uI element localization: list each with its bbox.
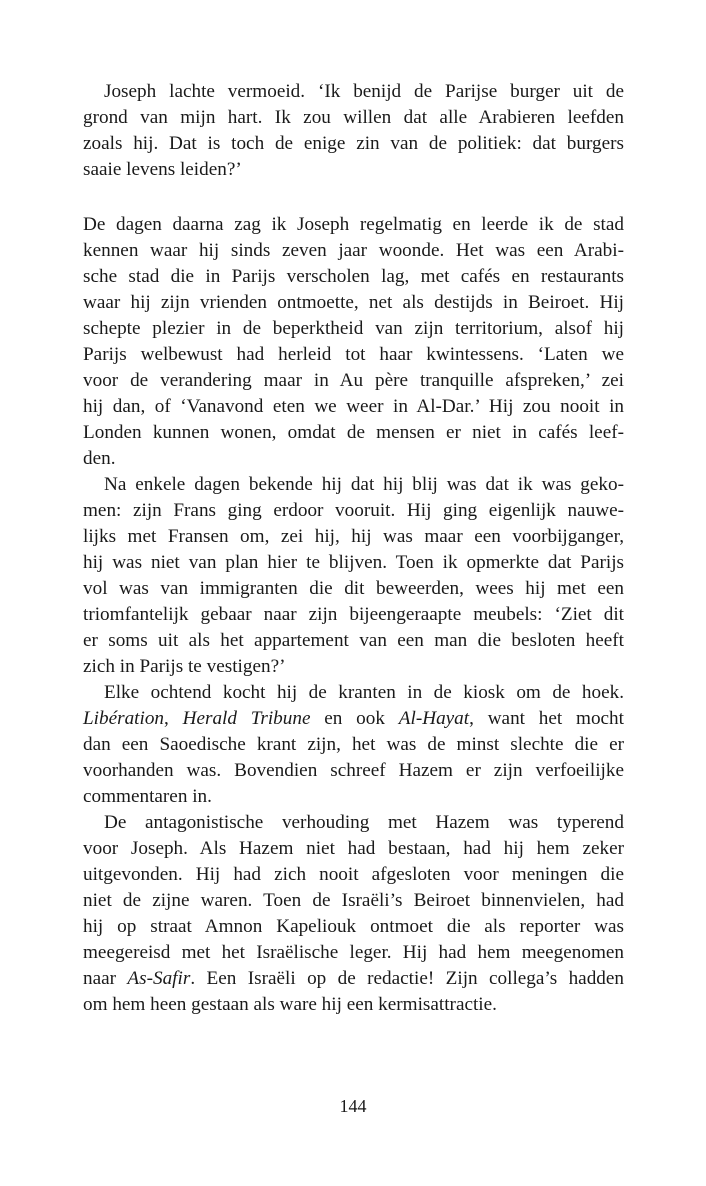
paragraph xyxy=(83,810,624,1018)
text-line: meegereisd met het Israëlische leger. Hij had hem meegenomen xyxy=(83,942,624,963)
paragraph xyxy=(83,212,624,472)
italic-title: As-Safir xyxy=(127,968,191,989)
text-line: uitgevonden. Hij had zich nooit afgesloten voor meningen die xyxy=(83,864,624,885)
italic-title: Herald Tribune xyxy=(182,708,311,729)
text-line: Elke ochtend kocht hij de kranten in de kiosk om de hoek. xyxy=(104,682,624,703)
paragraph xyxy=(83,79,624,183)
paragraph xyxy=(83,472,624,680)
text-line: grond van mijn hart. Ik zou willen dat alle Arabieren leefden xyxy=(83,107,624,128)
text-segment: . Een Israëli op de redactie! Zijn collega’s hadden xyxy=(190,968,624,989)
text-line: commentaren in. xyxy=(83,786,212,807)
text-line: hij was niet van plan hier te blijven. Toen ik opmerkte dat Parijs xyxy=(83,552,624,573)
text-line: triomfantelijk gebaar naar zijn bijeengeraapte meubels: ‘Ziet dit xyxy=(83,604,624,625)
text-line: den. xyxy=(83,448,116,469)
text-line: Londen kunnen wonen, omdat de mensen er niet in cafés leef- xyxy=(83,422,624,443)
text-line: hij dan, of ‘Vanavond eten we weer in Al-Dar.’ Hij zou nooit in xyxy=(83,396,624,417)
text-line xyxy=(83,966,624,992)
text-line: kennen waar hij sinds zeven jaar woonde. Het was een Arabi- xyxy=(83,240,624,261)
text-line: voor Joseph. Als Hazem niet had bestaan, had hij hem zeker xyxy=(83,838,624,859)
text-line: hij op straat Amnon Kapeliouk ontmoet die als reporter was xyxy=(83,916,624,937)
text-line: zich in Parijs te vestigen?’ xyxy=(83,656,286,677)
text-line: vol was van immigranten die dit beweerden, wees hij met een xyxy=(83,578,624,599)
text-segment: , xyxy=(164,708,183,729)
text-line: waar hij zijn vrienden ontmoette, net als destijds in Beiroet. Hij xyxy=(83,292,624,313)
text-line: schepte plezier in de beperktheid van zijn territorium, alsof hij xyxy=(83,318,624,339)
text-segment: en ook xyxy=(310,708,399,729)
page-number: 144 xyxy=(339,1096,367,1116)
text-line: voor de verandering maar in Au père tranquille afspreken,’ zei xyxy=(83,370,624,391)
text-line: Na enkele dagen bekende hij dat hij blij was dat ik was geko- xyxy=(104,474,624,495)
italic-title: Al-Hayat xyxy=(398,708,470,729)
text-line: De dagen daarna zag ik Joseph regelmatig en leerde ik de stad xyxy=(83,214,624,235)
text-line: Joseph lachte vermoeid. ‘Ik benijd de Parijse burger uit de xyxy=(104,81,624,102)
text-line: sche stad die in Parijs verscholen lag, met cafés en restaurants xyxy=(83,266,624,287)
text-line: voorhanden was. Bovendien schreef Hazem er zijn verfoeilijke xyxy=(83,760,624,781)
text-line: niet de zijne waren. Toen de Israëli’s Beiroet binnenvielen, had xyxy=(83,890,624,911)
text-line: zoals hij. Dat is toch de enige zin van de politiek: dat burgers xyxy=(83,133,624,154)
text-line: saaie levens leiden?’ xyxy=(83,159,242,180)
paragraph xyxy=(83,680,624,810)
text-line: men: zijn Frans ging erdoor vooruit. Hij ging eigenlijk nauwe- xyxy=(83,500,624,521)
text-line xyxy=(83,706,624,732)
text-segment: naar xyxy=(83,968,128,989)
body-text xyxy=(83,79,624,1018)
text-line: er soms uit als het appartement van een man die besloten heeft xyxy=(83,630,624,651)
text-line: dan een Saoedische krant zijn, het was de minst slechte die er xyxy=(83,734,624,755)
text-line: om hem heen gestaan als ware hij een kermisattractie. xyxy=(83,994,497,1015)
text-line: Parijs welbewust had herleid tot haar kwintessens. ‘Laten we xyxy=(83,344,624,365)
text-segment: , want het mocht xyxy=(469,708,624,729)
text-line: De antagonistische verhouding met Hazem was typerend xyxy=(104,812,624,833)
italic-title: Libération xyxy=(83,708,165,729)
text-line: lijks met Fransen om, zei hij, hij was maar een voorbijganger, xyxy=(83,526,624,547)
